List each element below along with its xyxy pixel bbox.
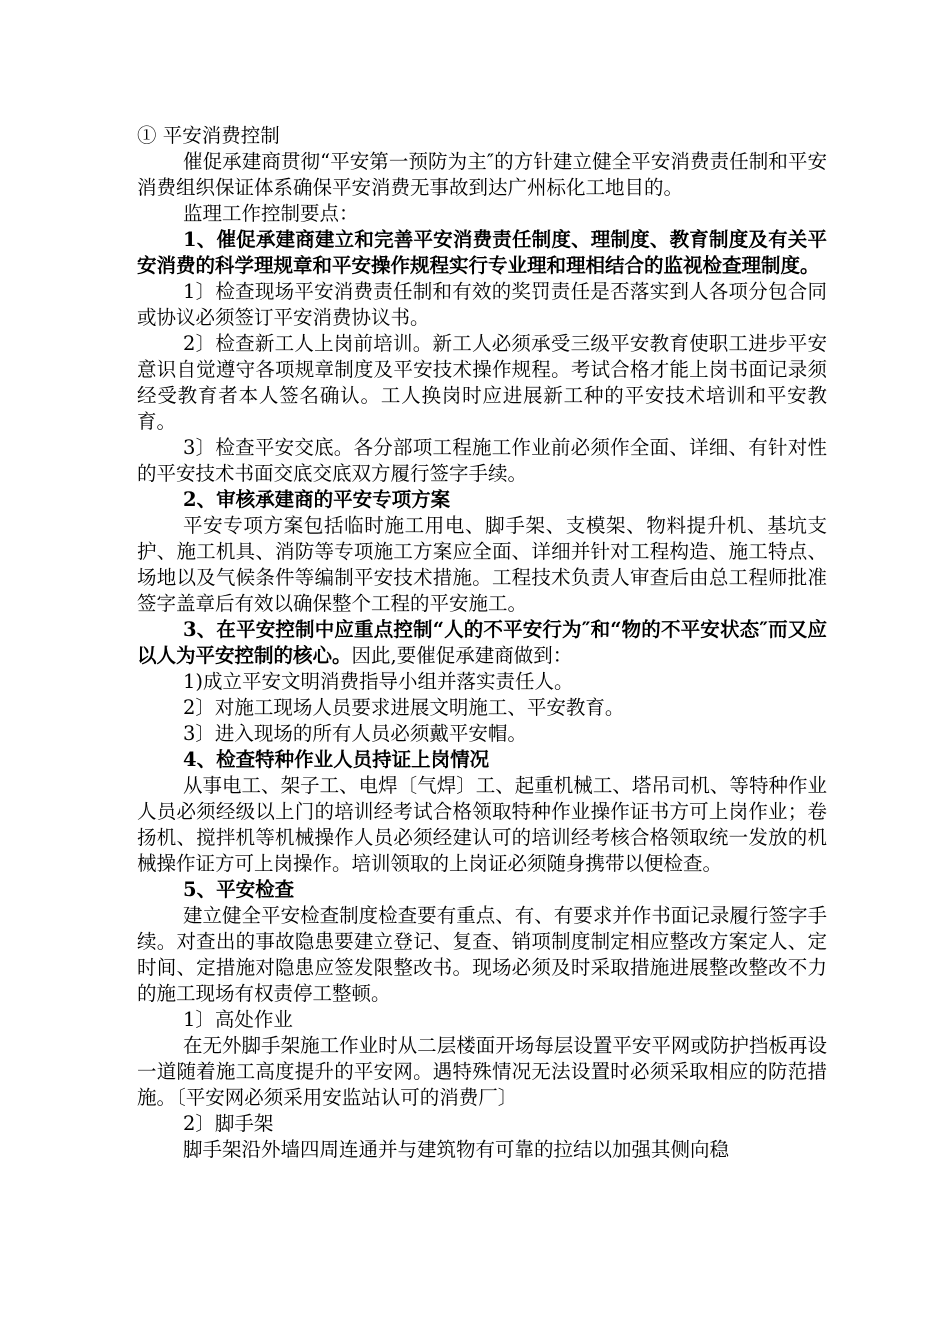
bold-subheading: 4、检查特种作业人员持证上岗情况 <box>183 748 490 771</box>
paragraph: 在无外脚手架施工作业时从二层楼面开场每层设置平安平网或防护挡板再设一道随着施工高度提升的平安网。遇特殊情况无法设置时必须采取相应的防范措施。〔平安网必须采用安监站认可的消费厂〕 <box>137 1034 827 1109</box>
paragraph: 平安专项方案包括临时施工用电、脚手架、支模架、物料提升机、基坑支护、施工机具、消防等专项施工方案应全面、详细并针对工程构造、施工特点、场地以及气候条件等编制平安技术措施。工程技术负责人审查后由总工程师批准签字盖章后有效以确保整个工程的平安施工。 <box>137 514 827 615</box>
bold-subheading: 3、在平安控制中应重点控制“人的不平安行为″和“物的不平安状态″而又应以人为平安控制的核心。 <box>137 618 827 667</box>
paragraph: 建立健全平安检查制度检查要有重点、有、有要求并作书面记录履行签字手续。对查出的事故隐患要建立登记、复查、销项制度制定相应整改方案定人、定时间、定措施对隐患应签发限整改书。现场必须及时采取措施进展整改整改不力的施工现场有权责停工整顿。 <box>137 904 827 1005</box>
section-heading: ① 平安消费控制 <box>137 124 280 147</box>
mixed-paragraph <box>137 617 827 669</box>
paragraph: 2〕检查新工人上岗前培训。新工人必须承受三级平安教育使职工进步平安意识自觉遵守各项规章制度及平安技术操作规程。考试合格才能上岗书面记录须经受教育者本人签名确认。工人换岗时应进展新工种的平安技术培训和平安教育。 <box>137 332 827 433</box>
bold-subheading: 1、催促承建商建立和完善平安消费责任制度、理制度、教育制度及有关平安消费的科学理规章和平安操作规程实行专业理和理相结合的监视检查理制度。 <box>137 228 827 277</box>
document-page <box>137 123 827 1163</box>
bold-subheading: 5、平安检查 <box>183 878 295 901</box>
bold-subheading: 2、审核承建商的平安专项方案 <box>183 488 451 511</box>
paragraph: 脚手架沿外墙四周连通并与建筑物有可靠的拉结以加强其侧向稳 <box>183 1138 730 1161</box>
paragraph: 2〕对施工现场人员要求进展文明施工、平安教育。 <box>183 696 625 719</box>
paragraph-tail: 因此,要催促承建商做到： <box>351 644 573 667</box>
paragraph: 1〕检查现场平安消费责任制和有效的奖罚责任是否落实到人各项分包合同或协议必须签订平安消费协议书。 <box>137 280 827 329</box>
paragraph: 3〕检查平安交底。各分部项工程施工作业前必须作全面、详细、有针对性的平安技术书面交底交底双方履行签字手续。 <box>137 436 827 485</box>
paragraph: 1)成立平安文明消费指导小组并落实责任人。 <box>183 670 574 693</box>
paragraph: 催促承建商贯彻“平安第一预防为主″的方针建立健全平安消费责任制和平安消费组织保证体系确保平安消费无事故到达广州标化工地目的。 <box>137 150 827 199</box>
paragraph: 1〕高处作业 <box>183 1008 293 1031</box>
paragraph: 从事电工、架子工、电焊〔气焊〕工、起重机械工、塔吊司机、等特种作业人员必须经级以上门的培训经考试合格领取特种作业操作证书方可上岗作业；卷扬机、搅拌机等机械操作人员必须经建认可的培训经考核合格领取统一发放的机械操作证方可上岗操作。培训领取的上岗证必须随身携带以便检查。 <box>137 774 827 875</box>
paragraph: 监理工作控制要点： <box>183 202 359 225</box>
paragraph: 3〕进入现场的所有人员必须戴平安帽。 <box>183 722 527 745</box>
paragraph: 2〕脚手架 <box>183 1112 274 1135</box>
